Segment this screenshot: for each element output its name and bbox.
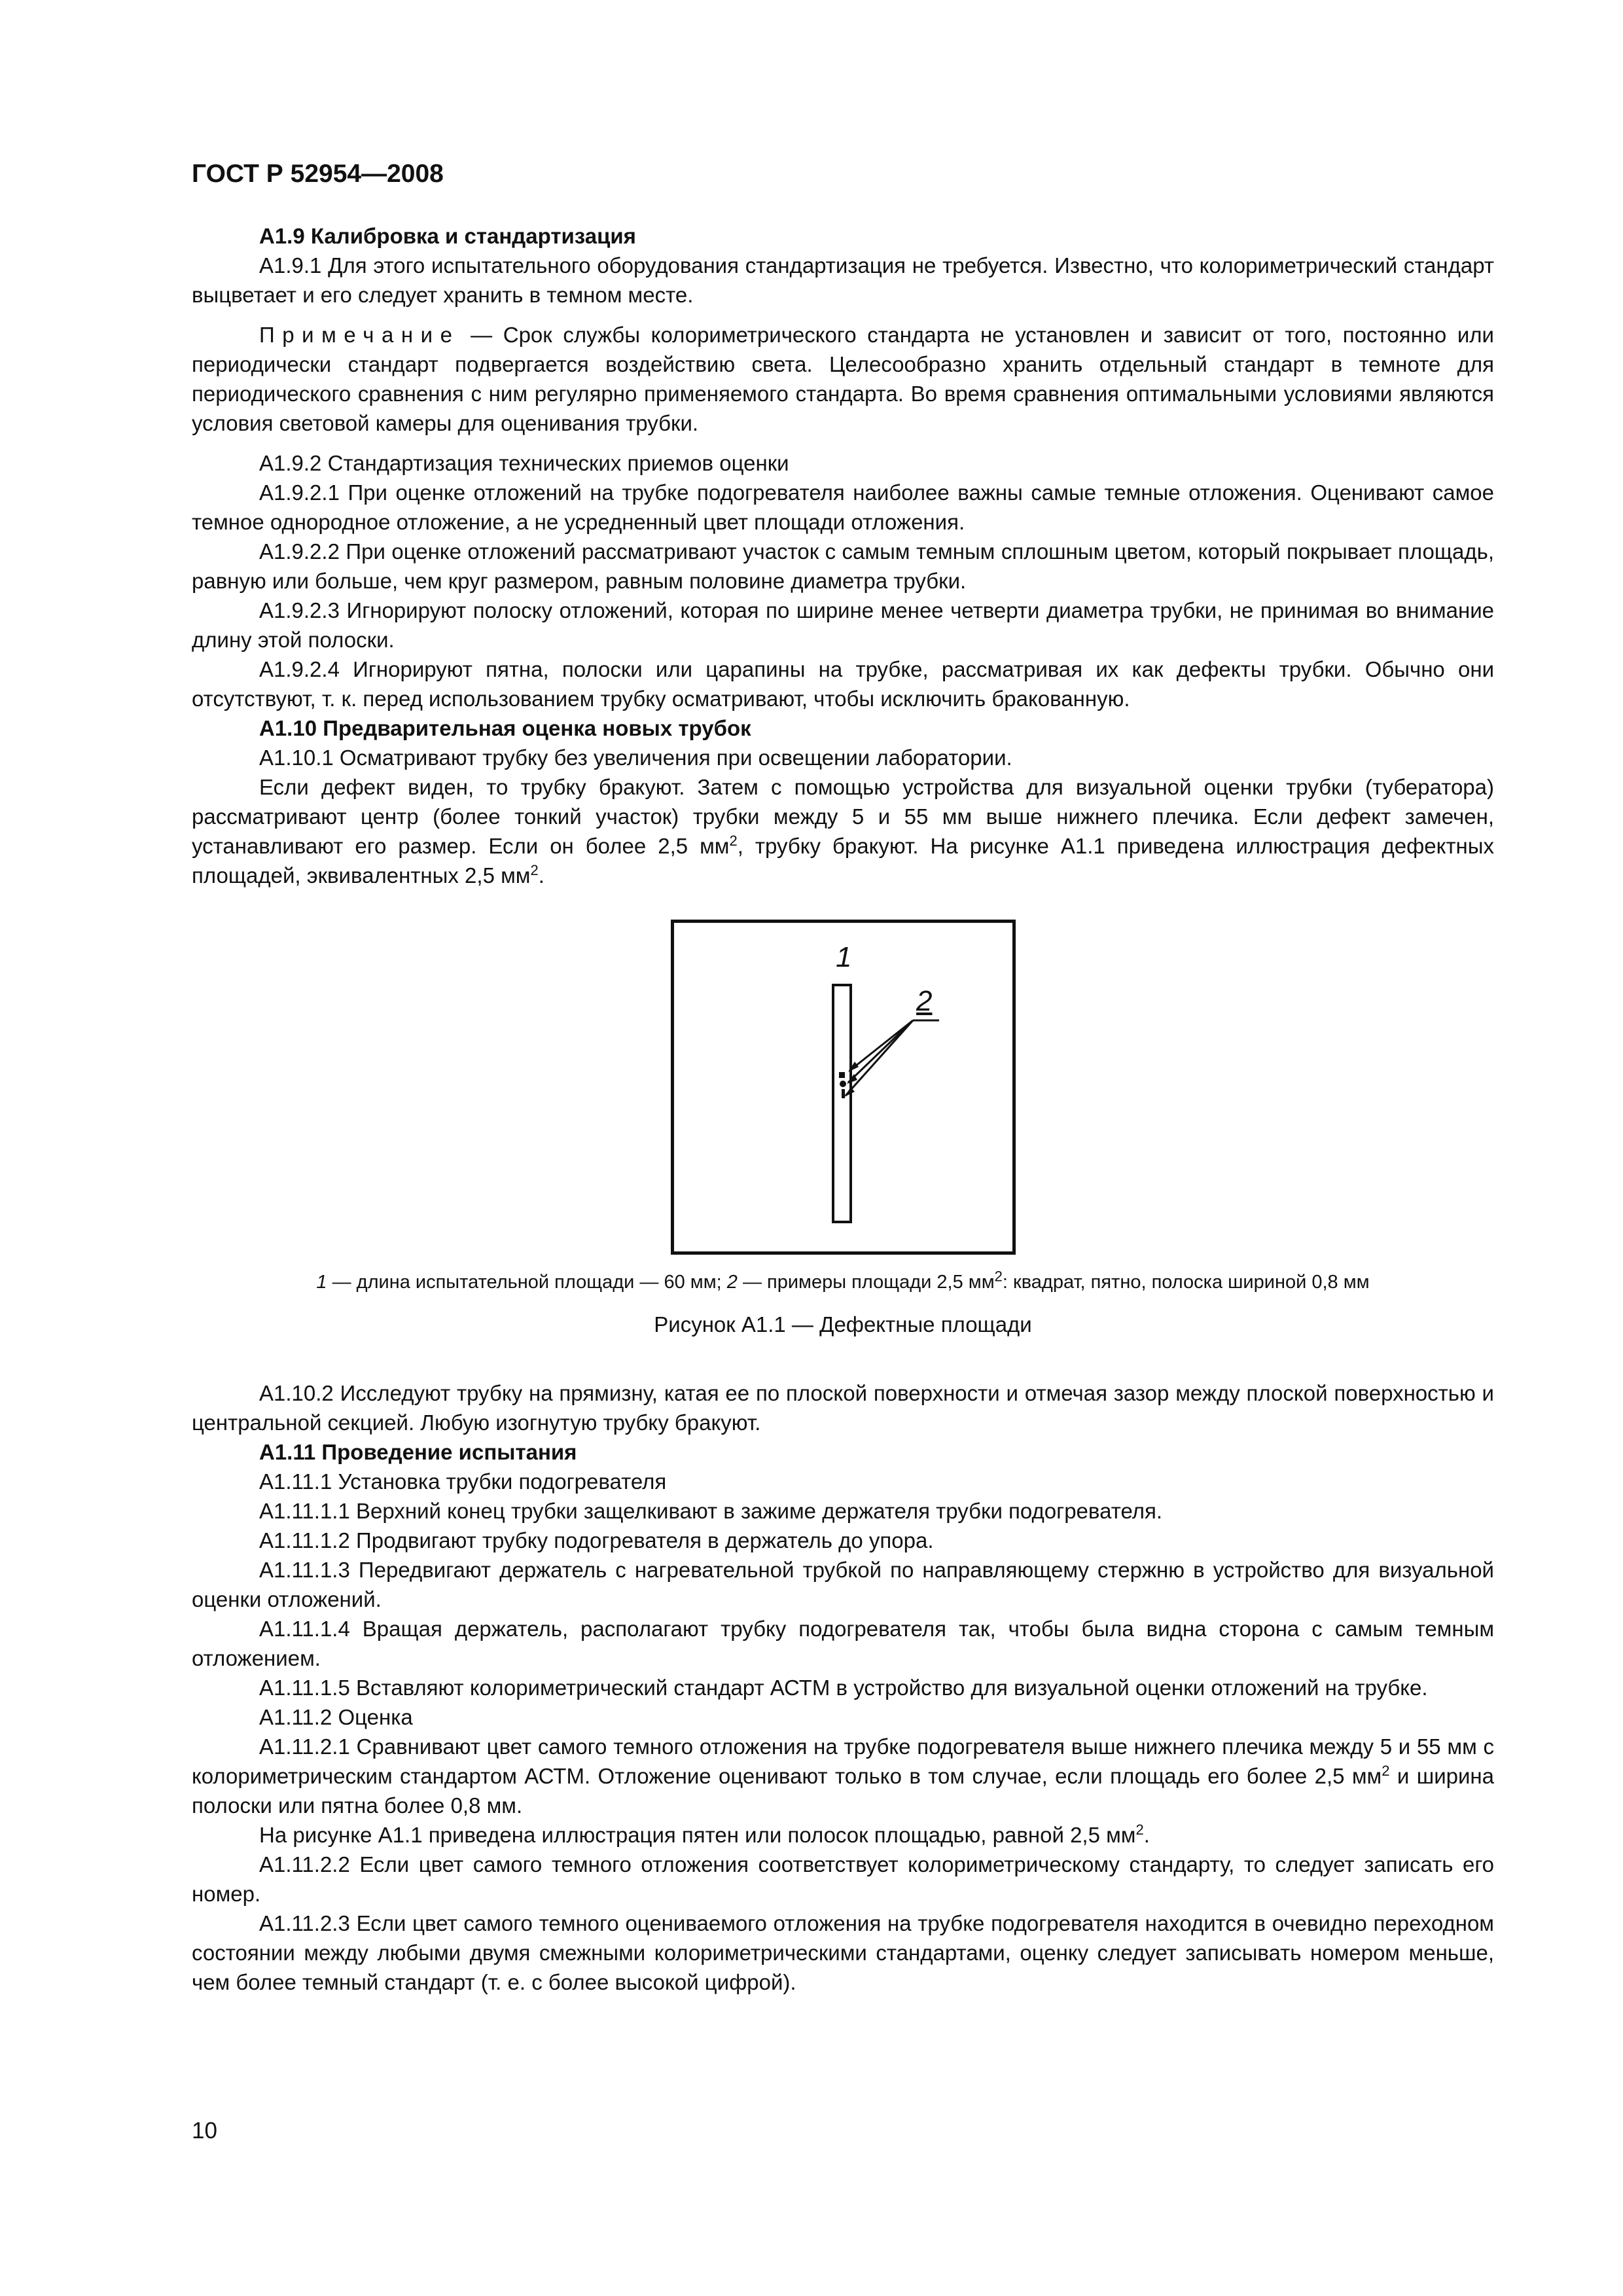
figure-label-1: 1 (836, 941, 852, 973)
note-paragraph (192, 320, 1494, 438)
section-heading: А1.9 Калибровка и стандартизация (259, 224, 636, 248)
paragraph: А1.9.2 Стандартизация технических приемов оценки (259, 451, 789, 475)
arrow-heads (844, 1062, 859, 1097)
paragraph: А1.11.1.4 Вращая держатель, располагают трубку подогревателя так, чтобы была видна сторона с самым темным отложением. (192, 1617, 1494, 1670)
text-block-lower (192, 1378, 1494, 1997)
paragraph: На рисунке А1.1 приведена иллюстрация пятен или полосок площадью, равной 2,5 $мм^2$. (259, 1821, 1150, 1847)
paragraph: Если дефект виден, то трубку бракуют. Затем с помощью устройства для визуальной оценки трубки (тубератора) рассматривают центр (более тонкий участок) трубки между 5 и 55 мм выше нижнего плечика. Если дефект замечен, устанавливают его размер. Если он более 2,5 $мм^2$, трубку бракуют. На рисунке А1.1 приведена иллюстрация дефектных площадей, эквивалентных 2,5 $мм^2$. (192, 775, 1494, 888)
paragraph: А1.9.2.2 При оценке отложений рассматривают участок с самым темным сплошным цветом, который покрывает площадь, равную или больше, чем круг размером, равным половине диаметра трубки. (192, 539, 1494, 593)
paragraph: А1.9.2.1 При оценке отложений на трубке подогревателя наиболее важны самые темные отложения. Оценивают самое темное однородное отложение, а не усредненный цвет площади отложения. (192, 480, 1494, 534)
figure-a1-1 (671, 920, 1016, 1255)
paragraph: А1.10.2 Исследуют трубку на прямизну, катая ее по плоской поверхности и отмечая зазор между плоской поверхностью и центральной секцией. Любую изогнутую трубку бракуют. (192, 1381, 1494, 1435)
defect-square (839, 1072, 845, 1078)
text-block-upper (192, 221, 1494, 890)
leader-lines (846, 1020, 939, 1096)
defect-spot (840, 1081, 846, 1087)
section-heading: А1.11 Проведение испытания (259, 1440, 577, 1464)
paragraph: А1.11.1.3 Передвигают держатель с нагревательной трубкой по направляющему стержню в устройство для визуальной оценки отложений. (192, 1558, 1494, 1611)
figure-caption: Рисунок А1.1 — Дефектные площади (654, 1312, 1032, 1336)
section-heading: А1.10 Предварительная оценка новых трубок (259, 716, 751, 740)
paragraph: А1.11.1.1 Верхний конец трубки защелкивают в зажиме держателя трубки подогревателя. (259, 1499, 1162, 1523)
test-area-strip (833, 985, 851, 1222)
paragraph: А1.11.1.2 Продвигают трубку подогревателя в держатель до упора. (259, 1528, 934, 1552)
note-lead: Примечание (259, 323, 460, 347)
paragraph: А1.9.2.3 Игнорируют полоску отложений, которая по ширине менее четверти диаметра трубки, не принимая во внимание длину этой полоски. (192, 598, 1494, 652)
paragraph: А1.11.2.3 Если цвет самого темного оцениваемого отложения на трубке подогревателя находится в очевидно переходном состоянии между любыми двумя смежными колориметрическими стандартами, оценку следует записывать номером меньше, чем более темный стандарт (т. е. с более высокой цифрой). (192, 1911, 1494, 1994)
paragraph: А1.11.1 Установка трубки подогревателя (259, 1469, 667, 1494)
figure-label-2: 2 (916, 985, 933, 1017)
figure-legend-text: 1 — длина испытательной площади — 60 мм; 2 — примеры площади 2,5 $мм^2$: квадрат, пятно, полоска шириной 0,8 мм (316, 1268, 1370, 1293)
paragraph: А1.9.1 Для этого испытательного оборудования стандартизация не требуется. Известно, что колориметрический стандарт выцветает и его следует хранить в темном месте. (192, 253, 1494, 307)
defect-marks (839, 1072, 846, 1098)
paragraph: А1.11.2.1 Сравнивают цвет самого темного отложения на трубке подогревателя выше нижнего плечика между 5 и 55 мм с колориметрическим стандартом АСТМ. Отложение оценивают только в том случае, если площадь его более 2,5 $мм^2$ и ширина полоски или пятна более 0,8 мм. (192, 1734, 1494, 1818)
figure-legend (192, 1268, 1494, 1293)
paragraph: А1.10.1 Осматривают трубку без увеличения при освещении лаборатории. (259, 745, 1012, 770)
paragraph: А1.11.2.2 Если цвет самого темного отложения соответствует колориметрическому стандарту, то следует записать его номер. (192, 1852, 1494, 1906)
paragraph: А1.9.2.4 Игнорируют пятна, полоски или царапины на трубке, рассматривая их как дефекты трубки. Обычно они отсутствуют, т. к. перед использованием трубку осматривают, чтобы исключить бракованную. (192, 657, 1494, 711)
paragraph: А1.11.1.5 Вставляют колориметрический стандарт АСТМ в устройство для визуальной оценки отложений на трубке. (259, 1676, 1428, 1700)
document-header: ГОСТ Р 52954—2008 (192, 160, 444, 188)
defect-strip (842, 1089, 845, 1098)
note-text: — Срок службы колориметрического стандарта не установлен и зависит от того, постоянно или периодически стандарт подвергается воздействию света. Целесообразно хранить отдельный стандарт в темноте для периодического сравнения с ним регулярно применяемого стандарта. Во время сравнения оптимальными условиями являются условия световой камеры для оценивания трубки. (192, 323, 1494, 435)
page-number: 10 (192, 2118, 217, 2144)
paragraph: А1.11.2 Оценка (259, 1705, 413, 1729)
